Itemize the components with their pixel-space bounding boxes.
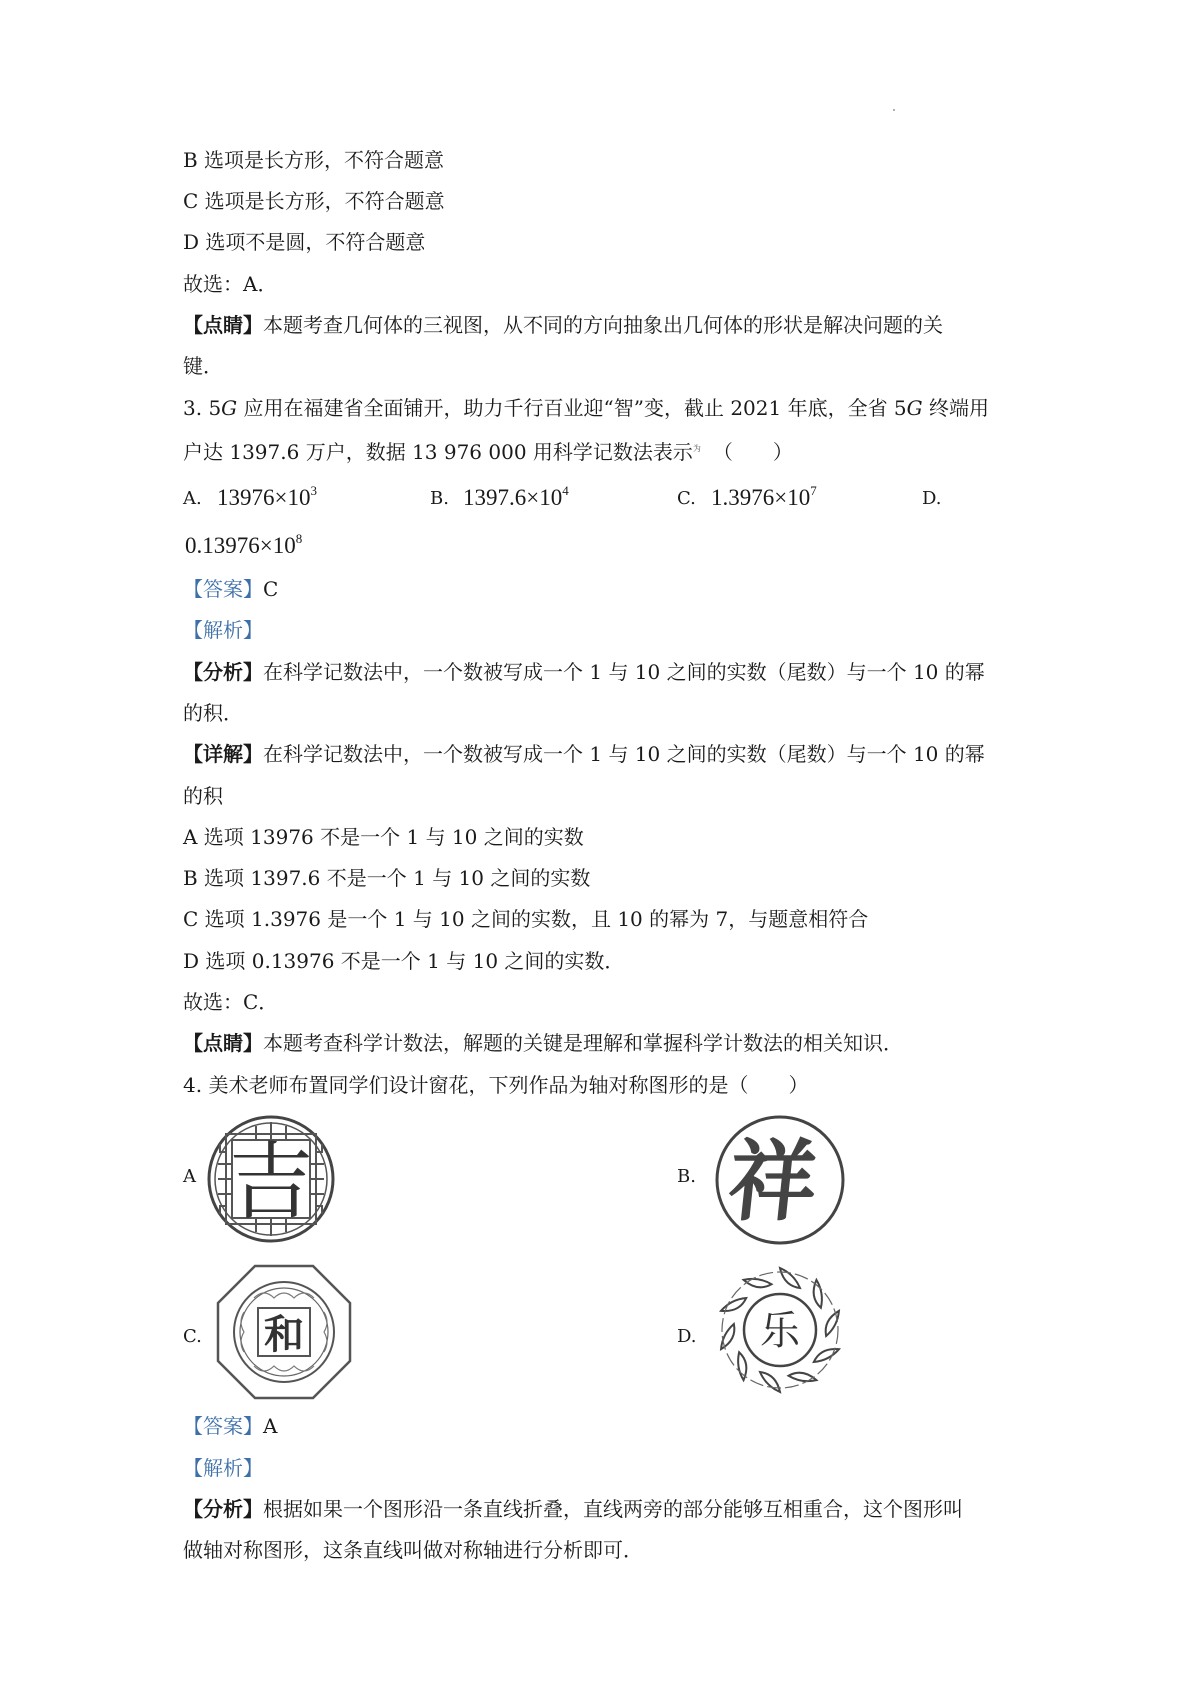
figure-b-xiáng <box>714 1114 846 1246</box>
figure-c-label: C. <box>183 1326 202 1347</box>
tiny-char: 为 <box>692 444 701 453</box>
answer-line <box>183 576 278 602</box>
text-line: C 选项是长方形，不符合题意 <box>183 189 445 213</box>
text-line: 键． <box>183 354 223 378</box>
fenxi-line <box>183 659 985 685</box>
tag-fenxi: 【分析】 <box>183 1497 263 1521</box>
option-a-label: A. <box>183 488 202 509</box>
text-span: 本题考查几何体的三视图，从不同的方向抽象出几何体的形状是解决问题的关 <box>263 313 943 337</box>
option-b-expr: $1397.6\times 10^4$ <box>463 483 569 510</box>
text-line: 的积． <box>183 701 243 725</box>
tag-dianjing: 【点睛】 <box>183 1031 263 1055</box>
figure-a-label: A <box>183 1166 196 1187</box>
text-line: D 选项 0.13976 不是一个 1 与 10 之间的实数． <box>183 949 625 973</box>
figure-b-label: B. <box>677 1166 696 1187</box>
tag-analysis: 【解析】 <box>183 618 263 642</box>
tag-analysis: 【解析】 <box>183 1456 263 1480</box>
question-4: 4. 美术老师布置同学们设计窗花，下列作品为轴对称图形的是（ ） <box>183 1073 809 1097</box>
answer-paren: （ ） <box>712 440 793 464</box>
figure-d-char: 乐 <box>760 1308 800 1354</box>
figure-a-jí <box>206 1114 336 1244</box>
text-span: 根据如果一个图形沿一条直线折叠，直线两旁的部分能够互相重合，这个图形叫 <box>263 1497 963 1521</box>
answer-value: A <box>263 1414 278 1438</box>
text-span: 本题考查科学计数法，解题的关键是理解和掌握科学计数法的相关知识． <box>263 1031 903 1055</box>
question-3-line-2 <box>183 436 793 465</box>
text-line: B 选项是长方形，不符合题意 <box>183 148 445 172</box>
figure-a-char: 吉 <box>228 1133 314 1231</box>
figure-b-char: 祥 <box>723 1129 823 1233</box>
tag-xiangjie: 【详解】 <box>183 742 263 766</box>
text-line <box>183 312 943 338</box>
fenxi-line <box>183 1496 963 1522</box>
italic-g: G <box>221 396 238 420</box>
text-span: 应用在福建省全面铺开，助力千行百业迎“智”变，截止 2021 年底，全省 5 <box>237 396 907 420</box>
text-line: C 选项 1.3976 是一个 1 与 10 之间的实数，且 10 的幂为 7，与题意相符合 <box>183 907 869 931</box>
option-d-expr: $0.13976\times 10^8$ <box>185 531 303 558</box>
answer-line <box>183 1413 277 1439</box>
text-line: D 选项不是圆，不符合题意 <box>183 230 426 254</box>
tag-answer: 【答案】 <box>183 577 263 601</box>
text-line: 的积 <box>183 784 223 808</box>
text-line: A 选项 13976 不是一个 1 与 10 之间的实数 <box>183 825 584 849</box>
text-line: 故选：C． <box>183 990 279 1014</box>
text-span: 在科学记数法中，一个数被写成一个 1 与 10 之间的实数（尾数）与一个 10 的幂 <box>263 742 985 766</box>
dianjing-line <box>183 1030 903 1056</box>
tag-dianjing: 【点睛】 <box>183 313 263 337</box>
option-a-expr: $13976\times 10^3$ <box>217 483 317 510</box>
figure-d-label: D. <box>677 1326 697 1347</box>
text-span: 在科学记数法中，一个数被写成一个 1 与 10 之间的实数（尾数）与一个 10 的幂 <box>263 660 985 684</box>
tag-answer: 【答案】 <box>183 1414 263 1438</box>
question-3 <box>183 395 989 421</box>
text-span: 终端用 <box>922 396 990 420</box>
italic-g: G <box>906 396 923 420</box>
figure-c-hé <box>214 1262 354 1402</box>
option-d-label: D. <box>922 488 942 509</box>
option-c-expr: $1.3976\times 10^7$ <box>711 483 817 510</box>
figure-c-char: 和 <box>264 1312 304 1358</box>
text-line: B 选项 1397.6 不是一个 1 与 10 之间的实数 <box>183 866 591 890</box>
option-c-label: C. <box>677 488 696 509</box>
xiangjie-line <box>183 741 985 767</box>
scan-speck <box>893 109 895 111</box>
option-b-label: B. <box>430 488 449 509</box>
text-line: 故选：A． <box>183 272 278 296</box>
figure-d-lè <box>712 1262 848 1398</box>
text-span: 户达 1397.6 万户，数据 13 976 000 用科学记数法表示 <box>183 440 693 464</box>
tag-fenxi: 【分析】 <box>183 660 263 684</box>
text-span: 3. 5 <box>183 396 222 420</box>
text-line: 做轴对称图形，这条直线叫做对称轴进行分析即可． <box>183 1538 643 1562</box>
answer-value: C <box>263 577 279 601</box>
